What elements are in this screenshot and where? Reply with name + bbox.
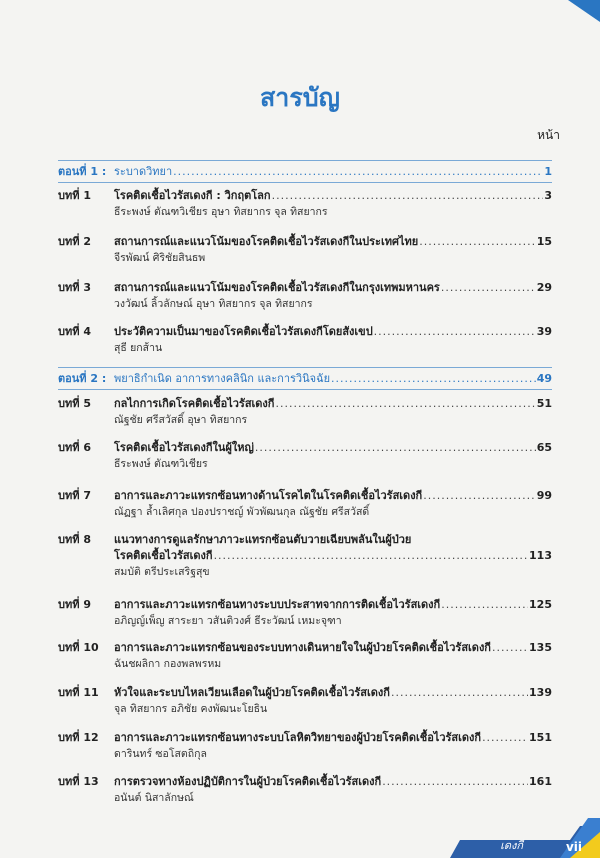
toc-chapter-10[interactable] [58, 640, 552, 672]
chapter-label: บทที่ 4 [58, 325, 91, 338]
leader-dots [492, 640, 528, 656]
part-title: ระบาดวิทยา [114, 165, 173, 178]
chapter-page: 3 [544, 189, 552, 202]
chapter-label: บทที่ 12 [58, 731, 99, 744]
divider [58, 367, 552, 368]
corner-decoration [560, 0, 600, 30]
toc-part-1[interactable] [58, 164, 552, 180]
chapter-label: บทที่ 2 [58, 235, 91, 248]
leader-dots [275, 396, 535, 412]
part-label: ตอนที่ 2 : [58, 372, 107, 385]
divider [58, 160, 552, 161]
chapter-title: อาการและภาวะแทรกซ้อนทางด้านโรคไตในโรคติดเชื้อไวรัสเดงกี [114, 489, 423, 502]
part-title: พยาธิกำเนิด อาการทางคลินิก และการวินิจฉัย [114, 372, 331, 385]
chapter-authors: อภิญญ์เพ็ญ สาระยา วสันติวงศ์ ธีระวัฒน์ เหมะจุฑา [114, 615, 342, 627]
leader-dots [374, 324, 536, 340]
chapter-page: 99 [536, 489, 552, 502]
chapter-label: บทที่ 1 [58, 189, 91, 202]
toc-chapter-11[interactable] [58, 685, 552, 717]
leader-dots [382, 774, 528, 790]
chapter-label: บทที่ 13 [58, 775, 99, 788]
chapter-title: ประวัติความเป็นมาของโรคติดเชื้อไวรัสเดงกีโดยสังเขป [114, 325, 373, 338]
chapter-authors: ฉันชผลิกา กองพลพรหม [114, 658, 222, 670]
leader-dots [331, 371, 536, 387]
leader-dots [272, 188, 544, 204]
page-title: สารบัญ [260, 83, 340, 112]
toc-part-2[interactable] [58, 371, 552, 387]
chapter-authors: จุล ทิสยากร อภิชัย คงพัฒนะโยธิน [114, 703, 268, 715]
chapter-authors: อนันต์ นิสาลักษณ์ [114, 792, 194, 804]
toc-chapter-13[interactable] [58, 774, 552, 806]
chapter-label: บทที่ 11 [58, 686, 99, 699]
chapter-label: บทที่ 3 [58, 281, 91, 294]
leader-dots [441, 597, 528, 613]
part-page: 1 [544, 165, 552, 178]
page-column-label: หน้า [537, 128, 560, 142]
chapter-title: โรคติดเชื้อไวรัสเดงกี : วิกฤตโลก [114, 189, 271, 202]
leader-dots [391, 685, 528, 701]
divider [58, 182, 552, 183]
toc-chapter-12[interactable] [58, 730, 552, 762]
chapter-label: บทที่ 6 [58, 441, 91, 454]
chapter-title: กลไกการเกิดโรคติดเชื้อไวรัสเดงกี [114, 397, 275, 410]
divider [58, 389, 552, 390]
leader-dots [214, 548, 528, 564]
chapter-title: หัวใจและระบบไหลเวียนเลือดในผู้ป่วยโรคติดเชื้อไวรัสเดงกี [114, 686, 390, 699]
chapter-title: สถานการณ์และแนวโน้มของโรคติดเชื้อไวรัสเดงกีในกรุงเทพมหานคร [114, 281, 440, 294]
chapter-page: 125 [529, 598, 552, 611]
toc-chapter-8[interactable] [58, 532, 552, 580]
chapter-page: 51 [536, 397, 552, 410]
chapter-title: โรคติดเชื้อไวรัสเดงกีในผู้ใหญ่ [114, 441, 254, 454]
chapter-authors: สุธี ยกส้าน [114, 342, 163, 354]
chapter-label: บทที่ 8 [58, 533, 91, 546]
chapter-page: 151 [529, 731, 552, 744]
chapter-page: 139 [529, 686, 552, 699]
chapter-page: 135 [529, 641, 552, 654]
chapter-page: 161 [529, 775, 552, 788]
chapter-page: 65 [536, 441, 552, 454]
chapter-label: บทที่ 9 [58, 598, 91, 611]
leader-dots [173, 164, 543, 180]
chapter-title: โรคติดเชื้อไวรัสเดงกี [114, 549, 213, 562]
leader-dots [482, 730, 528, 746]
chapter-authors: จีรพัฒน์ ศิริชัยสินธพ [114, 252, 206, 264]
chapter-page: 113 [529, 549, 552, 562]
part-label: ตอนที่ 1 : [58, 165, 107, 178]
chapter-authors: วงวัฒน์ ลิ้วลักษณ์ อุษา ทิสยากร จุล ทิสยากร [114, 298, 313, 310]
chapter-authors: สมบัติ ตรีประเสริฐสุข [114, 566, 210, 578]
toc-chapter-2[interactable] [58, 234, 552, 266]
chapter-authors: ธีระพงษ์ ตัณฑวิเชียร อุษา ทิสยากร จุล ทิสยากร [114, 206, 328, 218]
toc-chapter-3[interactable] [58, 280, 552, 312]
chapter-page: 39 [536, 325, 552, 338]
leader-dots [419, 234, 535, 250]
chapter-title: อาการและภาวะแทรกซ้อนของระบบทางเดินหายใจในผู้ป่วยโรคติดเชื้อไวรัสเดงกี [114, 641, 491, 654]
toc-chapter-9[interactable] [58, 597, 552, 629]
toc-chapter-4[interactable] [58, 324, 552, 356]
footer-book-title: เดงกี [500, 839, 523, 852]
part-page: 49 [536, 372, 552, 385]
chapter-title: การตรวจทางห้องปฏิบัติการในผู้ป่วยโรคติดเชื้อไวรัสเดงกี [114, 775, 382, 788]
chapter-title-line1: แนวทางการดูแลรักษาภาวะแทรกซ้อนตับวายเฉียบพลันในผู้ป่วย [114, 533, 412, 546]
chapter-label: บทที่ 5 [58, 397, 91, 410]
chapter-authors: ธีระพงษ์ ตัณฑวิเชียร [114, 458, 208, 470]
chapter-authors: ณัฐชัย ศรีสวัสดิ์ อุษา ทิสยากร [114, 414, 248, 426]
leader-dots [255, 440, 536, 456]
chapter-title: อาการและภาวะแทรกซ้อนทางระบบประสาทจากการติดเชื้อไวรัสเดงกี [114, 598, 441, 611]
chapter-page: 15 [536, 235, 552, 248]
footer-page-number: vii [565, 840, 582, 854]
chapter-label: บทที่ 10 [58, 641, 99, 654]
chapter-title: สถานการณ์และแนวโน้มของโรคติดเชื้อไวรัสเดงกีในประเทศไทย [114, 235, 419, 248]
toc-chapter-7[interactable] [58, 488, 552, 520]
toc-chapter-6[interactable] [58, 440, 552, 472]
leader-dots [423, 488, 535, 504]
toc-chapter-1[interactable] [58, 188, 552, 220]
toc-chapter-5[interactable] [58, 396, 552, 428]
chapter-label: บทที่ 7 [58, 489, 91, 502]
chapter-page: 29 [536, 281, 552, 294]
chapter-authors: ดารินทร์ ซอโสตถิกุล [114, 748, 207, 760]
chapter-title: อาการและภาวะแทรกซ้อนทางระบบโลหิตวิทยาของผู้ป่วยโรคติดเชื้อไวรัสเดงกี [114, 731, 482, 744]
chapter-authors: ณัฏฐา ล้ำเลิศกุล ปองปราชญ์ พัวพัฒนกุล ณัฐชัย ศรีสวัสดิ์ [114, 506, 370, 518]
leader-dots [441, 280, 536, 296]
